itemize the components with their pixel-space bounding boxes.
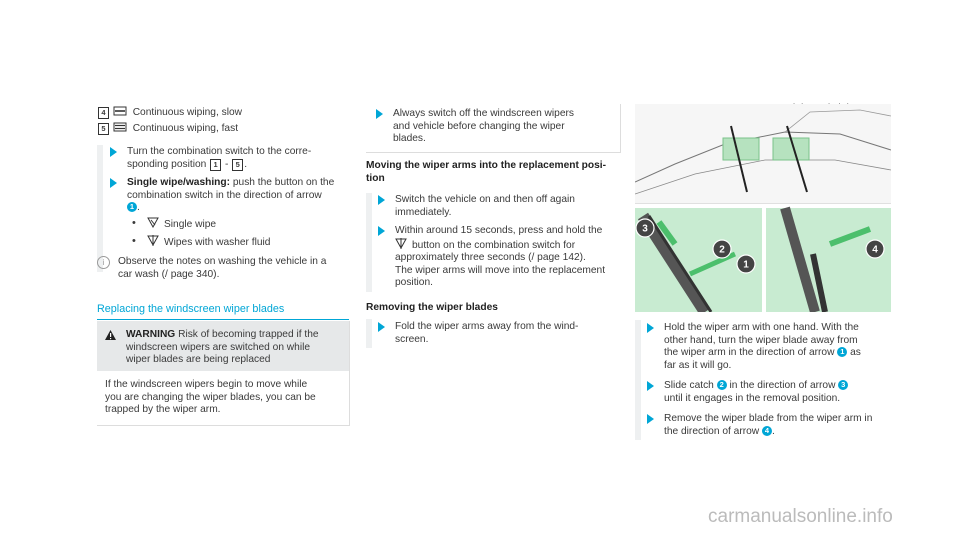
position-4-badge: 4 [98, 107, 109, 119]
step-arrow-icon [647, 323, 654, 333]
step-text-2: combination switch in the direction of arrow [127, 189, 322, 201]
warning-body: If the windscreen wipers begin to move while you are changing the wiper blades, you can be trapped by the wiper arm. [105, 379, 316, 416]
single-wipe-icon [147, 217, 159, 227]
step-bar [366, 193, 372, 292]
position-badge: 5 [232, 159, 243, 171]
info-icon: i [97, 256, 110, 269]
fast-wipe-icon [113, 122, 125, 132]
step-arrow-icon [378, 226, 385, 236]
hint-step: Always switch off the windscreen wipers and vehicle before changing the wiper blades. [376, 108, 574, 146]
warning-header: WARNING Risk of becoming trapped if the windscreen wipers are switched on while wiper blades are being replaced [97, 321, 349, 371]
step-turn-switch [110, 146, 311, 171]
step-arrow-icon [110, 147, 117, 157]
note-text: Observe the notes on washing the vehicle in a [118, 256, 327, 267]
slow-wipe-icon [113, 106, 125, 116]
page-ref-link[interactable]: page 340). [170, 268, 220, 280]
step-fold-arms: Fold the wiper arms away from the wind- screen. [378, 321, 578, 346]
row-position-4 [97, 106, 242, 120]
position-badge: 1 [210, 159, 221, 171]
step-text-2: sponding position 1 - 5 . [127, 158, 248, 170]
figure-label-2: 2 [719, 244, 725, 256]
catch-callout: 2 [717, 380, 727, 390]
step-switch-vehicle: Switch the vehicle on and then off again immediately. [378, 194, 575, 219]
heading-move-arms: Moving the wiper arms into the replacement posi- tion [366, 160, 607, 184]
section-heading: Replacing the windscreen wiper blades [97, 303, 349, 320]
step-bar [97, 145, 103, 272]
step-arrow-icon [376, 109, 383, 119]
step-arrow-icon [378, 322, 385, 332]
warning-triangle-icon [105, 330, 116, 367]
arrow-callout: 1 [837, 347, 847, 357]
bullet-list [127, 217, 367, 250]
step-press-hold: Within around 15 seconds, press and hold the button on the combination switch for approximately three seconds (/ page 142). The wiper arms will move into the replacement position. [378, 225, 605, 290]
bullet-single-wipe: • Single wipe [127, 217, 367, 232]
step-text: push the button on the [232, 177, 335, 188]
step-arrow-icon [110, 178, 117, 188]
step-bar [635, 320, 641, 440]
step-remove-blade: Remove the wiper blade from the wiper arm in the direction of arrow 4 . [647, 413, 872, 438]
step-slide-catch: Slide catch 2 in the direction of arrow 3 until it engages in the removal position. [647, 380, 848, 405]
note: i Observe the notes on washing the vehicle in a car wash (/ page 340). [97, 256, 326, 281]
step-hold-arm: Hold the wiper arm with one hand. With the other hand, turn the wiper blade away from the wiper arm in the direction of arrow 1 as far as it will go. [647, 322, 861, 372]
page-ref-arrow-icon: / [165, 268, 168, 280]
row-5-label: Continuous wiping, fast [132, 123, 239, 134]
step-title: Single wipe/washing: [127, 177, 231, 188]
step-single-wipe: Single wipe/washing: push the button on the combination switch in the direction of arrow 1 . • Single wipe • Wipes with washer fluid [110, 177, 367, 254]
figure-label-3: 3 [642, 223, 648, 235]
washer-fluid-icon [395, 238, 407, 248]
row-position-5 [97, 122, 238, 136]
figure-label-1: 1 [743, 259, 749, 271]
step-arrow-icon [647, 414, 654, 424]
step-text: Turn the combination switch to the corre- [127, 146, 312, 157]
figure-label-4: 4 [872, 244, 878, 256]
wiper-illustration [635, 104, 891, 312]
row-4-label: Continuous wiping, slow [132, 107, 242, 118]
page-ref-arrow-icon: / [531, 252, 535, 264]
bullet-washer: • Wipes with washer fluid [127, 235, 367, 250]
warning-text: wiper blades are being replaced [126, 354, 271, 366]
warning-box [97, 321, 350, 426]
warning-label: WARNING [126, 329, 176, 340]
step-arrow-icon [378, 195, 385, 205]
heading-remove-blades: Removing the wiper blades [366, 302, 498, 313]
arrow-callout: 4 [762, 426, 772, 436]
step-arrow-icon [647, 381, 654, 391]
page-ref-link[interactable]: page 142). [537, 252, 586, 264]
arrow-callout: 1 [127, 202, 137, 212]
position-5-badge: 5 [98, 123, 109, 135]
washer-fluid-icon [147, 235, 159, 245]
step-bar [366, 319, 372, 348]
hint-box [366, 104, 621, 153]
arrow-callout: 3 [838, 380, 848, 390]
warning-text: windscreen wipers are switched on while [126, 341, 311, 353]
watermark: carmanualsonline.info [708, 506, 893, 527]
